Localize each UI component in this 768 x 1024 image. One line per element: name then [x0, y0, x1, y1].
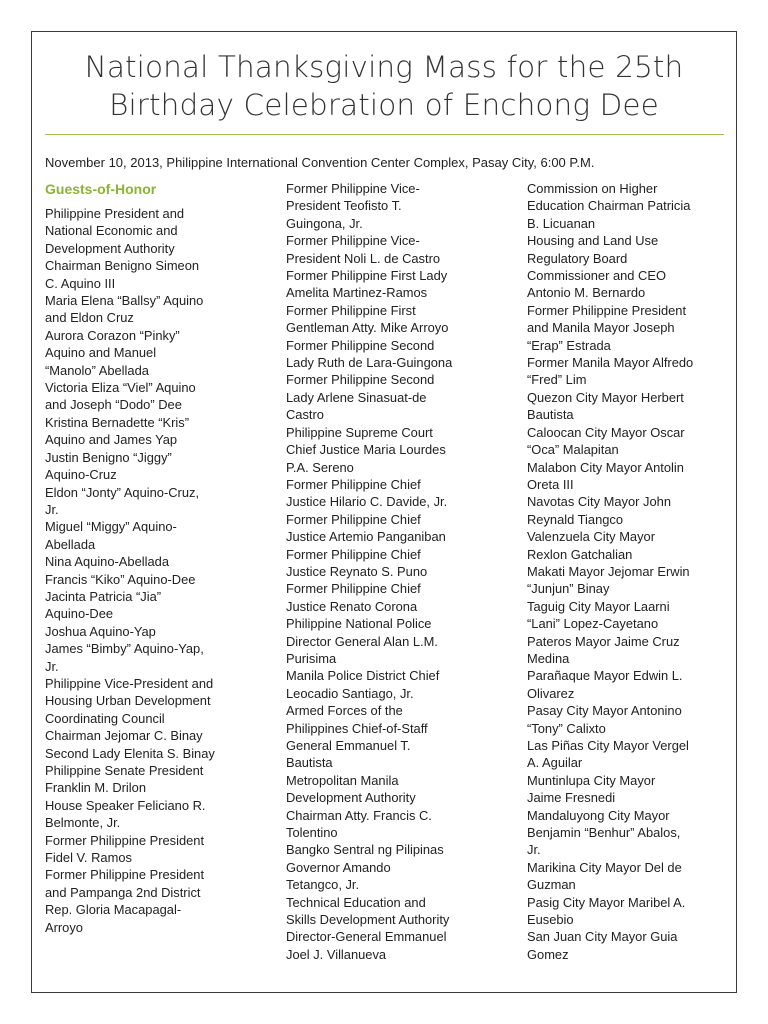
- guest-line: Director General Alan L.M.: [286, 633, 438, 649]
- guest-line: Makati Mayor Jejomar Erwin: [527, 563, 690, 579]
- guest-line: Las Piñas City Mayor Vergel: [527, 738, 689, 753]
- guest-line: Aquino and James Yap: [45, 432, 178, 448]
- guest-line: Justice Hilario C. Davide, Jr.: [286, 494, 448, 510]
- guest-line: Commission on Higher: [527, 181, 658, 196]
- guest-line: Former Philippine Second: [286, 372, 435, 388]
- guest-line: National Economic and: [45, 223, 178, 239]
- guest-line: Education Chairman Patricia: [527, 198, 691, 214]
- guest-line: Former Philippine President: [527, 302, 687, 318]
- guest-line: Aquino-Cruz: [45, 467, 117, 483]
- guest-line: Purisima: [286, 650, 337, 666]
- guest-line: Bautista: [527, 407, 574, 423]
- guest-line: Franklin M. Drilon: [45, 780, 146, 796]
- guest-line: General Emmanuel T.: [286, 738, 411, 753]
- guest-line: Justice Artemio Panganiban: [286, 529, 446, 545]
- guest-line: Former Philippine President: [45, 832, 205, 848]
- guest-line: Metropolitan Manila: [286, 772, 399, 788]
- guest-line: Jr.: [527, 842, 541, 858]
- guest-column-3: [527, 180, 737, 963]
- section-heading: Guests-of-Honor: [45, 181, 157, 197]
- guest-line: James “Bimby” Aquino-Yap,: [45, 641, 204, 657]
- guest-line: Coordinating Council: [45, 710, 165, 726]
- guest-line: Technical Education and: [286, 894, 426, 910]
- guest-line: Belmonte, Jr.: [45, 815, 121, 831]
- guest-line: Philippine Senate President: [45, 763, 204, 778]
- guest-line: Abellada: [45, 536, 96, 552]
- guest-line: Pateros Mayor Jaime Cruz: [527, 633, 680, 649]
- guest-line: Governor Amando: [286, 859, 391, 875]
- guest-line: Aquino-Dee: [45, 606, 114, 622]
- guest-line: Housing Urban Development: [45, 693, 211, 709]
- guest-line: “Tony” Calixto: [527, 720, 606, 736]
- guest-line: Guzman: [527, 877, 576, 893]
- guest-line: Chairman Benigno Simeon: [45, 258, 200, 274]
- guest-line: Guingona, Jr.: [286, 215, 363, 231]
- guest-line: Pasay City Mayor Antonino: [527, 703, 682, 719]
- guest-line: Former Philippine Vice-: [286, 233, 420, 249]
- guest-line: Lady Ruth de Lara-Guingona: [286, 355, 453, 371]
- guest-line: Rep. Gloria Macapagal-: [45, 902, 182, 918]
- guest-line: “Junjun” Binay: [527, 581, 610, 597]
- guest-line: Quezon City Mayor Herbert: [527, 389, 684, 405]
- guest-line: Arroyo: [45, 919, 83, 935]
- guest-line: Former Philippine Chief: [286, 546, 421, 562]
- guest-line: C. Aquino III: [45, 275, 116, 291]
- guest-line: Commissioner and CEO: [527, 268, 666, 284]
- guest-list: [45, 205, 255, 936]
- guest-line: Former Manila Mayor Alfredo: [527, 355, 694, 371]
- guest-line: Housing and Land Use: [527, 233, 659, 249]
- guest-line: Second Lady Elenita S. Binay: [45, 745, 215, 761]
- guest-line: Nina Aquino-Abellada: [45, 554, 169, 570]
- guest-line: Aurora Corazon “Pinky”: [45, 327, 180, 343]
- guest-line: “Lani” Lopez-Cayetano: [527, 616, 659, 632]
- guest-line: Gentleman Atty. Mike Arroyo: [286, 320, 449, 336]
- guest-line: Jr.: [45, 658, 59, 674]
- guest-line: Antonio M. Bernardo: [527, 285, 646, 301]
- guest-line: Bangko Sentral ng Pilipinas: [286, 842, 444, 858]
- guest-column-2: [286, 180, 504, 963]
- guest-line: and Pampanga 2nd District: [45, 884, 201, 900]
- guest-line: Former Philippine Chief: [286, 581, 421, 597]
- guest-line: Rexlon Gatchalian: [527, 546, 633, 562]
- guest-line: “Fred” Lim: [527, 372, 587, 388]
- guest-line: Former Philippine Chief: [286, 476, 421, 492]
- guest-line: Castro: [286, 407, 324, 423]
- guest-column-1: [45, 178, 255, 936]
- guest-line: and Eldon Cruz: [45, 310, 134, 326]
- guest-line: President Noli L. de Castro: [286, 250, 441, 266]
- guest-line: Marikina City Mayor Del de: [527, 859, 682, 875]
- guest-line: Pasig City Mayor Maribel A.: [527, 894, 686, 910]
- guest-line: Armed Forces of the: [286, 703, 403, 719]
- event-details: November 10, 2013, Philippine International Convention Center Complex, Pasay City, 6:00 P.M.: [45, 155, 595, 170]
- guest-line: Olivarez: [527, 685, 575, 701]
- guest-list: [527, 180, 737, 963]
- guest-line: Chairman Atty. Francis C.: [286, 807, 432, 823]
- guest-line: “Erap” Estrada: [527, 337, 611, 353]
- guest-line: Fidel V. Ramos: [45, 850, 132, 866]
- guest-line: Chief Justice Maria Lourdes: [286, 442, 446, 458]
- guest-list: [286, 180, 504, 963]
- guest-line: Jaime Fresnedi: [527, 790, 616, 806]
- guest-line: “Manolo” Abellada: [45, 362, 149, 378]
- guest-line: Maria Elena “Ballsy” Aquino: [45, 293, 204, 309]
- guest-line: Justice Reynato S. Puno: [286, 563, 428, 579]
- guest-line: Lady Arlene Sinasuat-de: [286, 389, 427, 405]
- guest-line: Tetangco, Jr.: [286, 877, 360, 893]
- guest-line: Former Philippine President: [45, 867, 205, 883]
- guest-line: Bautista: [286, 755, 333, 771]
- guest-line: Philippine National Police: [286, 616, 432, 632]
- guest-line: House Speaker Feliciano R.: [45, 797, 206, 813]
- guest-line: Joel J. Villanueva: [286, 946, 387, 962]
- guest-line: Navotas City Mayor John: [527, 494, 671, 510]
- guest-line: Amelita Martinez-Ramos: [286, 285, 428, 301]
- guest-line: Gomez: [527, 946, 569, 962]
- guest-line: Reynald Tiangco: [527, 511, 624, 527]
- guest-line: Jacinta Patricia “Jia”: [45, 588, 162, 604]
- guest-line: Eusebio: [527, 912, 574, 928]
- page-title: National Thanksgiving Mass for the 25th Birthday Celebration of Enchong Dee: [84, 50, 684, 122]
- guest-line: San Juan City Mayor Guia: [527, 929, 678, 945]
- guest-line: Oreta III: [527, 476, 574, 492]
- guest-line: Aquino and Manuel: [45, 345, 157, 361]
- guest-line: Benjamin “Benhur” Abalos,: [527, 825, 681, 841]
- guest-line: B. Licuanan: [527, 215, 596, 231]
- guest-line: President Teofisto T.: [286, 198, 402, 214]
- guest-line: Muntinlupa City Mayor: [527, 772, 656, 788]
- guest-line: Former Philippine Second: [286, 337, 435, 353]
- guest-line: Director-General Emmanuel: [286, 929, 447, 945]
- guest-line: Victoria Eliza “Viel” Aquino: [45, 380, 196, 396]
- guest-line: Justin Benigno “Jiggy”: [45, 449, 172, 465]
- guest-line: Malabon City Mayor Antolin: [527, 459, 684, 475]
- guest-line: A. Aguilar: [527, 755, 583, 771]
- guest-line: Mandaluyong City Mayor: [527, 807, 670, 823]
- title-divider: [45, 134, 724, 135]
- guest-line: P.A. Sereno: [286, 459, 354, 475]
- guest-line: Chairman Jejomar C. Binay: [45, 728, 203, 744]
- guest-line: Leocadio Santiago, Jr.: [286, 685, 414, 701]
- guest-line: Development Authority: [286, 790, 416, 806]
- guest-line: Philippine President and: [45, 206, 185, 221]
- guest-line: Taguig City Mayor Laarni: [527, 598, 670, 614]
- guest-line: Tolentino: [286, 825, 338, 841]
- guest-line: Joshua Aquino-Yap: [45, 623, 156, 639]
- guest-line: Manila Police District Chief: [286, 668, 440, 684]
- guest-line: Philippines Chief-of-Staff: [286, 720, 428, 736]
- guest-line: and Manila Mayor Joseph: [527, 320, 675, 336]
- guest-line: Former Philippine Vice-: [286, 181, 420, 196]
- guest-line: Former Philippine Chief: [286, 511, 421, 527]
- guest-line: Skills Development Authority: [286, 912, 450, 928]
- guest-line: Kristina Bernadette “Kris”: [45, 414, 189, 430]
- guest-line: Parañaque Mayor Edwin L.: [527, 668, 683, 684]
- guest-line: Francis “Kiko” Aquino-Dee: [45, 571, 196, 587]
- guest-line: Miguel “Miggy” Aquino-: [45, 519, 177, 535]
- guest-line: Eldon “Jonty” Aquino-Cruz,: [45, 484, 200, 500]
- guest-line: Valenzuela City Mayor: [527, 529, 656, 545]
- guest-line: Regulatory Board: [527, 250, 628, 266]
- guest-line: Philippine Supreme Court: [286, 424, 433, 440]
- guest-line: Philippine Vice-President and: [45, 675, 214, 691]
- guest-line: Justice Renato Corona: [286, 598, 418, 614]
- guest-line: Jr.: [45, 501, 59, 517]
- guest-line: Former Philippine First: [286, 302, 416, 318]
- guest-line: “Oca” Malapitan: [527, 442, 619, 458]
- guest-line: and Joseph “Dodo” Dee: [45, 397, 182, 413]
- guest-line: Medina: [527, 650, 570, 666]
- guest-line: Caloocan City Mayor Oscar: [527, 424, 685, 440]
- guest-line: Former Philippine First Lady: [286, 268, 448, 284]
- guest-line: Development Authority: [45, 240, 175, 256]
